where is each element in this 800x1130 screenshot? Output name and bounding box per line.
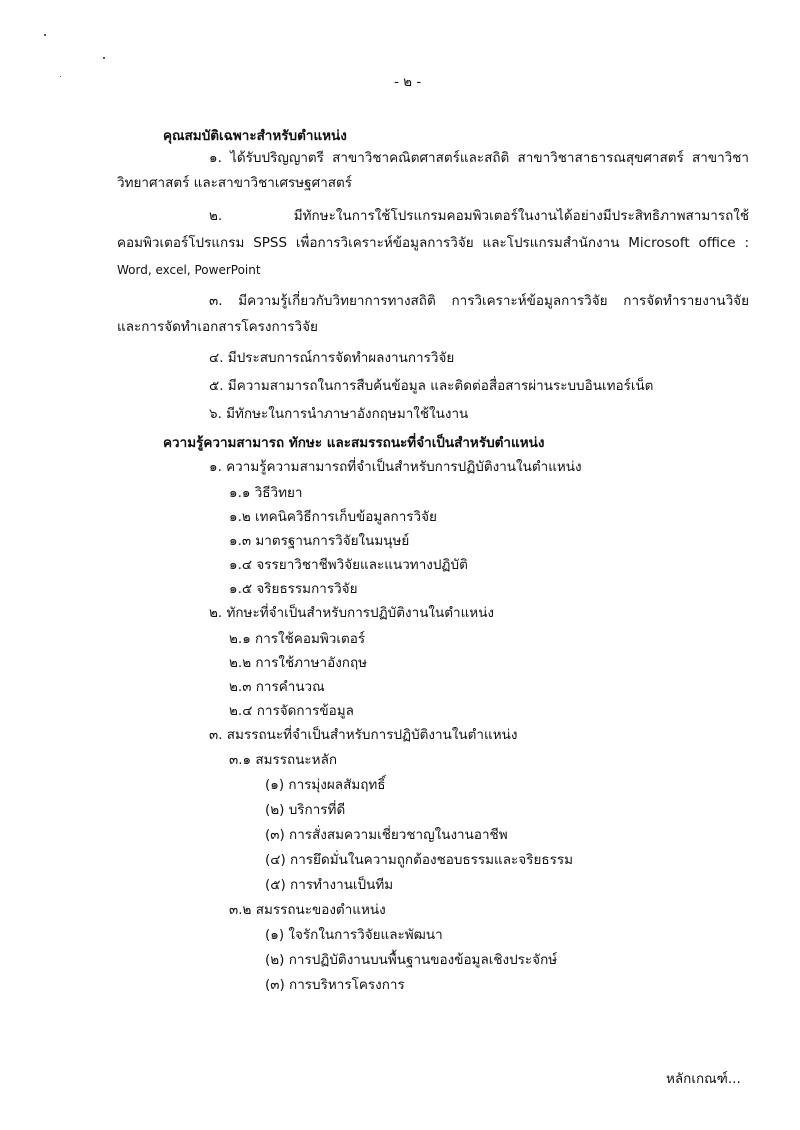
competency-section-3: ๓. สมรรถนะที่จำเป็นสำหรับการปฏิบัติงานในตำแหน่ง: [209, 727, 518, 743]
qualification-4: ๔. มีประสบการณ์การจัดทำผลงานการวิจัย: [209, 350, 455, 366]
list-item: (๓) การบริหารโครงการ: [265, 977, 405, 993]
qualifications-heading: คุณสมบัติเฉพาะสำหรับตำแหน่ง: [163, 128, 347, 144]
competency-subsection-3-1: ๓.๑ สมรรถนะหลัก: [229, 752, 338, 768]
competency-section-1: ๑. ความรู้ความสามารถที่จำเป็นสำหรับการปฏิบัติงานในตำแหน่ง: [209, 459, 582, 475]
list-item: (๒) การปฏิบัติงานบนพื้นฐานของข้อมูลเชิงประจักษ์: [265, 952, 558, 968]
qualification-6: ๖. มีทักษะในการนำภาษาอังกฤษมาใช้ในงาน: [209, 406, 469, 422]
qualification-2-line-1: ๒. มีทักษะในการใช้โปรแกรมคอมพิวเตอร์ในงานได้อย่างมีประสิทธิภาพสามารถใช้: [209, 208, 749, 224]
qualification-3-line-2: และการจัดทำเอกสารโครงการวิจัย: [117, 319, 318, 335]
competency-section-2: ๒. ทักษะที่จำเป็นสำหรับการปฏิบัติงานในตำแหน่ง: [209, 605, 495, 621]
list-item: ๒.๓ การคำนวณ: [229, 679, 325, 695]
qualification-5: ๕. มีความสามารถในการสืบค้นข้อมูล และติดต่อสื่อสารผ่านระบบอินเทอร์เน็ต: [209, 378, 654, 394]
competency-heading: ความรู้ความสามารถ ทักษะ และสมรรถนะที่จำเป็นสำหรับตำแหน่ง: [163, 435, 545, 451]
qualification-2-line-2: คอมพิวเตอร์โปรแกรม SPSS เพื่อการวิเคราะห์ข้อมูลการวิจัย และโปรแกรมสำนักงาน Microsoft office :: [117, 235, 749, 251]
qualification-1-line-1: ๑. ได้รับปริญญาตรี สาขาวิชาคณิตศาสตร์และสถิติ สาขาวิชาสาธารณสุขศาสตร์ สาขาวิชา: [209, 150, 749, 166]
list-item: ๒.๑ การใช้คอมพิวเตอร์: [229, 631, 366, 647]
list-item: ๒.๒ การใช้ภาษาอังกฤษ: [229, 655, 368, 671]
list-item: (๑) ใจรักในการวิจัยและพัฒนา: [265, 927, 443, 943]
list-item: (๑) การมุ่งผลสัมฤทธิ์: [265, 777, 386, 793]
list-item: ๑.๑ วิธีวิทยา: [229, 485, 303, 501]
list-item: ๑.๒ เทคนิควิธีการเก็บข้อมูลการวิจัย: [229, 509, 437, 525]
scan-speck: [103, 57, 105, 59]
list-item: ๑.๔ จรรยาวิชาชีพวิจัยและแนวทางปฏิบัติ: [229, 557, 468, 573]
qualification-1-line-2: วิทยาศาสตร์ และสาขาวิชาเศรษฐศาสตร์: [117, 175, 353, 191]
list-item: (๔) การยึดมั่นในความถูกต้องชอบธรรมและจริยธรรม: [265, 852, 573, 868]
qualification-3-line-1: ๓. มีความรู้เกี่ยวกับวิทยาการทางสถิติ การวิเคราะห์ข้อมูลการวิจัย การจัดทำรายงานวิจัย: [209, 293, 749, 309]
list-item: (๕) การทำงานเป็นทีม: [265, 877, 394, 893]
qualification-2-line-3: Word, excel, PowerPoint: [117, 263, 261, 277]
page-number: - ๒ -: [394, 74, 422, 90]
scan-speck: [44, 34, 46, 36]
list-item: ๑.๓ มาตรฐานการวิจัยในมนุษย์: [229, 533, 410, 549]
scan-speck: [60, 76, 61, 77]
footer-continuation: หลักเกณฑ์...: [666, 1071, 741, 1087]
list-item: ๑.๕ จริยธรรมการวิจัย: [229, 581, 358, 597]
list-item: (๓) การสั่งสมความเชี่ยวชาญในงานอาชีพ: [265, 827, 508, 843]
competency-subsection-3-2: ๓.๒ สมรรถนะของตำแหน่ง: [229, 902, 386, 918]
list-item: (๒) บริการที่ดี: [265, 802, 346, 818]
list-item: ๒.๔ การจัดการข้อมูล: [229, 703, 354, 719]
